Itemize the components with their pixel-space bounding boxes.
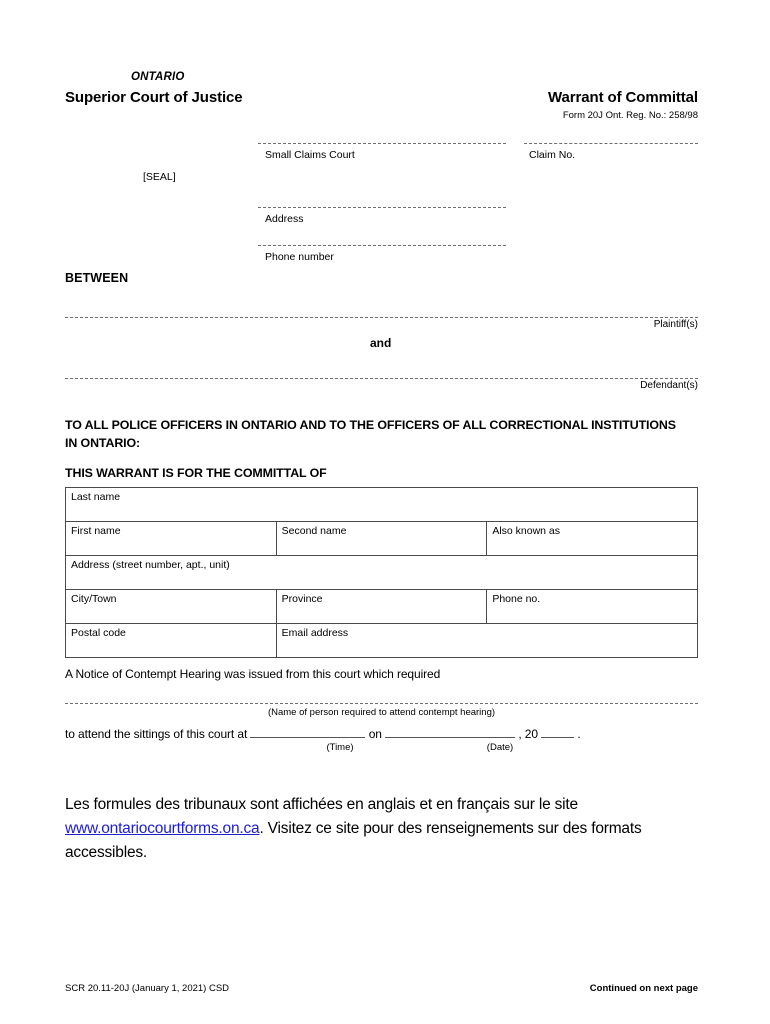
contempt-notice-text: A Notice of Contempt Hearing was issued from this court which required xyxy=(65,667,441,681)
field-email-address[interactable]: Email address xyxy=(276,624,697,658)
table-row xyxy=(66,590,698,624)
field-province[interactable]: Province xyxy=(276,590,487,624)
footer-form-code: SCR 20.11-20J (January 1, 2021) CSD xyxy=(65,983,230,994)
document-title: Warrant of Committal xyxy=(548,89,698,106)
attend-prefix-text: to attend the sittings of this court at xyxy=(65,727,248,742)
french-notice-part2: . Visitez ce site pour des renseignements sur des formats accessibles. xyxy=(65,820,642,861)
plaintiff-rule xyxy=(65,317,698,318)
field-last-name[interactable]: Last name xyxy=(66,488,698,522)
claim-no-rule xyxy=(524,143,698,144)
field-second-name[interactable]: Second name xyxy=(276,522,487,556)
committal-heading: THIS WARRANT IS FOR THE COMMITTAL OF xyxy=(65,466,327,480)
attendance-line xyxy=(65,727,581,741)
defendant-rule xyxy=(65,378,698,379)
ontario-court-forms-link[interactable]: www.ontariocourtforms.on.ca xyxy=(65,820,260,837)
person-name-caption: (Name of person required to attend contempt hearing) xyxy=(267,707,496,718)
field-address[interactable]: Address (street number, apt., unit) xyxy=(66,556,698,590)
field-postal-code[interactable]: Postal code xyxy=(66,624,277,658)
table-row xyxy=(66,522,698,556)
time-input-rule[interactable] xyxy=(250,727,365,738)
form-reference: Form 20J Ont. Reg. No.: 258/98 xyxy=(562,110,698,121)
page-title: Superior Court of Justice xyxy=(65,89,243,106)
year-input-rule[interactable] xyxy=(541,727,574,738)
defendant-label: Defendant(s) xyxy=(640,380,698,391)
addressed-to-text: TO ALL POLICE OFFICERS IN ONTARIO AND TO THE OFFICERS OF ALL CORRECTIONAL INSTITUTIONS IN ONTARIO: xyxy=(65,418,676,450)
court-field-label: Small Claims Court xyxy=(265,149,355,161)
time-caption: (Time) xyxy=(326,742,354,753)
field-first-name[interactable]: First name xyxy=(66,522,277,556)
parties-conjunction: and xyxy=(370,336,392,350)
date-caption: (Date) xyxy=(486,742,514,753)
footer-continuation: Continued on next page xyxy=(589,983,698,994)
claim-no-label: Claim No. xyxy=(529,149,576,161)
attend-mid-text: on xyxy=(368,727,382,742)
plaintiff-label: Plaintiff(s) xyxy=(653,319,698,330)
french-notice-part1: Les formules des tribunaux sont affichées en anglais et en français sur le site xyxy=(65,796,578,813)
table-row xyxy=(66,488,698,522)
year-prefix-text: , 20 xyxy=(518,727,538,742)
date-input-rule[interactable] xyxy=(385,727,515,738)
address-field-label: Address xyxy=(265,213,304,225)
phone-field-label: Phone number xyxy=(265,251,334,263)
table-row xyxy=(66,624,698,658)
field-phone-no[interactable]: Phone no. xyxy=(487,590,698,624)
field-also-known-as[interactable]: Also known as xyxy=(487,522,698,556)
sentence-period: . xyxy=(577,727,581,742)
seal-placeholder: [SEAL] xyxy=(143,171,176,183)
person-name-rule xyxy=(65,703,698,704)
field-city-town[interactable]: City/Town xyxy=(66,590,277,624)
address-rule xyxy=(258,207,506,208)
person-details-table xyxy=(65,487,698,658)
between-label: BETWEEN xyxy=(65,271,129,285)
court-name-rule xyxy=(258,143,506,144)
french-notice xyxy=(65,793,690,865)
table-row xyxy=(66,556,698,590)
jurisdiction-label: ONTARIO xyxy=(131,71,185,83)
phone-rule xyxy=(258,245,506,246)
